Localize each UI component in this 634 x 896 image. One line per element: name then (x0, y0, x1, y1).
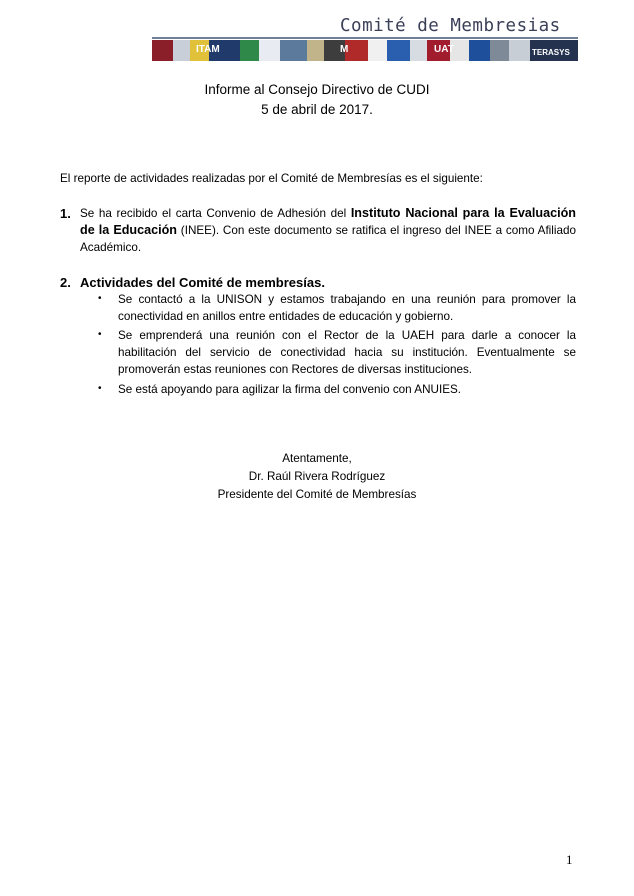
signature-name: Dr. Raúl Rivera Rodríguez (248, 470, 386, 483)
member-logos-banner (152, 40, 578, 61)
header-title: Comité de Membresias (340, 16, 561, 36)
banner-logo-terasys: TERASYS (532, 48, 570, 57)
intro-paragraph: El reporte de actividades realizadas por el Comité de Membresías es el siguiente: (60, 172, 483, 185)
item1-institution: Instituto Nacional para la Evaluación de la Educación (80, 206, 576, 237)
signature-closing: Atentamente, (282, 452, 352, 465)
header-rule (152, 37, 578, 39)
item1-suffix: (INEE). Con este documento se ratifica el ingreso del INEE a como Afiliado Académico. (80, 224, 576, 254)
banner-logo-uat: UAT (434, 44, 454, 55)
signature-role: Presidente del Comité de Membresías (217, 488, 417, 501)
doc-title: Informe al Consejo Directivo de CUDI (204, 82, 430, 97)
banner-logo-itam: ITAM (196, 44, 220, 55)
bullet-dot: • (98, 329, 102, 340)
item2-heading: Actividades del Comité de membresías. (80, 275, 325, 290)
page-number: 1 (566, 852, 573, 867)
bullet-dot: • (98, 383, 102, 394)
doc-date: 5 de abril de 2017. (261, 102, 373, 117)
banner-logo-m: M (340, 44, 349, 55)
bullet-item-2: Se emprenderá una reunión con el Rector de la UAEH para darle a conocer la habilitación del servicio de conectividad hacia su institución. Eventualmente se promoverán estas reuniones con Rectores de diversas instituciones. (118, 329, 576, 376)
bullet-dot: • (98, 293, 102, 304)
item1-paragraph (80, 205, 576, 256)
bullet-item-3: Se está apoyando para agilizar la firma del convenio con ANUIES. (118, 383, 462, 396)
item1-number: 1. (60, 206, 71, 221)
item1-prefix: Se ha recibido el carta Convenio de Adhesión del (80, 207, 351, 220)
bullet-item-1: Se contactó a la UNISON y estamos trabajando en una reunión para promover la conectividad en anillos entre entidades de educación y gobierno. (118, 293, 576, 323)
item2-number: 2. (60, 275, 71, 290)
